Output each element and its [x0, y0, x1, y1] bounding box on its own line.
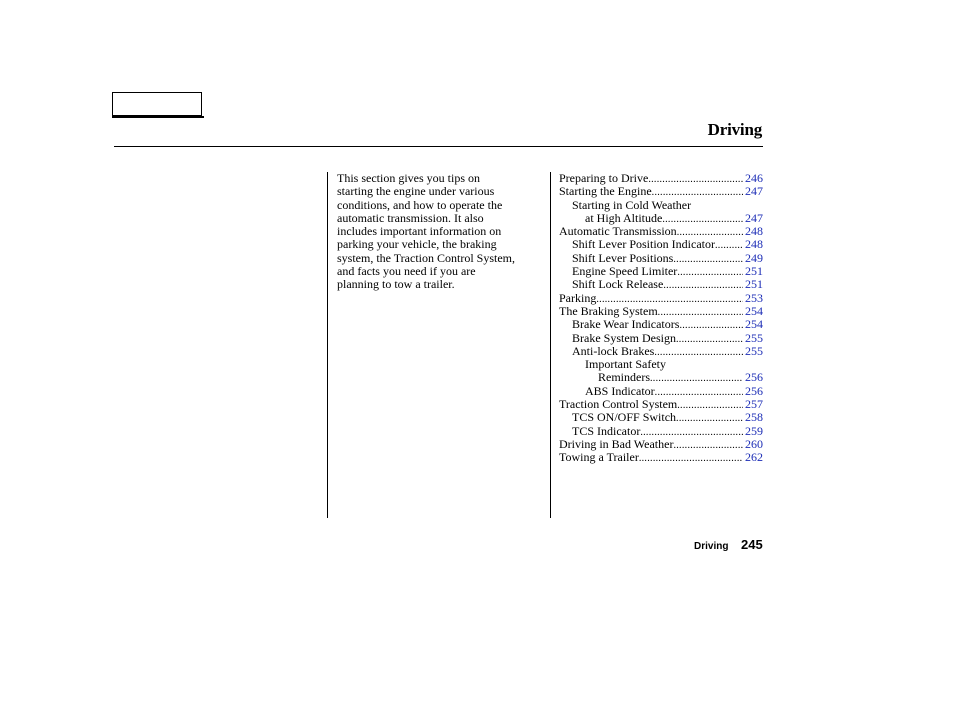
toc-page-link[interactable]: 246	[745, 171, 763, 185]
toc-entry	[559, 358, 763, 371]
toc-page-link[interactable]: 260	[745, 436, 763, 451]
intro-line: parking your vehicle, the braking	[337, 237, 497, 252]
toc-page-link[interactable]: 255	[745, 330, 763, 345]
toc-page-link[interactable]: 258	[745, 410, 763, 425]
toc-leader-dots	[676, 333, 743, 346]
table-of-contents	[559, 172, 763, 465]
toc-entry[interactable]	[559, 278, 763, 291]
toc-entry[interactable]	[559, 212, 763, 225]
toc-entry-label: The Braking System	[559, 303, 658, 318]
main-menu-box-shadow	[112, 116, 204, 118]
toc-entry-label: Traction Control System	[559, 397, 678, 412]
toc-entry[interactable]	[559, 172, 763, 185]
intro-line: and facts you need if you are	[337, 264, 476, 279]
toc-page-link[interactable]: 248	[745, 237, 763, 252]
toc-entry-label: ABS Indicator	[585, 383, 655, 398]
toc-entry[interactable]	[559, 238, 763, 251]
column-divider-left	[327, 172, 328, 518]
toc-entry	[559, 199, 763, 212]
toc-page-link[interactable]: 262	[745, 450, 763, 465]
intro-line: conditions, and how to operate the	[337, 197, 503, 212]
toc-entry[interactable]	[559, 292, 763, 305]
toc-leader-dots	[673, 439, 743, 452]
toc-entry[interactable]	[559, 411, 763, 424]
toc-entry-label: Shift Lever Position Indicator	[572, 237, 715, 252]
toc-entry-label: Brake Wear Indicators	[572, 317, 680, 332]
toc-leader-dots	[639, 452, 743, 465]
toc-entry-label: Starting in Cold Weather	[572, 197, 692, 212]
toc-leader-dots	[677, 399, 743, 412]
toc-leader-dots	[673, 253, 743, 266]
toc-leader-dots	[650, 372, 743, 385]
toc-page-link[interactable]: 254	[745, 317, 763, 332]
toc-entry-label: Shift Lock Release	[572, 277, 664, 292]
toc-page-link[interactable]: 254	[745, 303, 763, 318]
header-rule	[114, 146, 763, 147]
toc-entry[interactable]	[559, 305, 763, 318]
toc-entry[interactable]	[559, 451, 763, 464]
toc-entry[interactable]	[559, 425, 763, 438]
toc-leader-dots	[648, 173, 743, 186]
footer-section-label: Driving	[694, 541, 729, 552]
toc-page-link[interactable]: 255	[745, 343, 763, 358]
toc-page-link[interactable]: 259	[745, 423, 763, 438]
toc-entry-label: Starting the Engine	[559, 184, 652, 199]
toc-entry-label: Driving in Bad Weather	[559, 436, 674, 451]
toc-entry[interactable]	[559, 185, 763, 198]
toc-leader-dots	[676, 412, 743, 425]
toc-entry-label: TCS ON/OFF Switch	[572, 410, 677, 425]
toc-entry-label: Towing a Trailer	[559, 450, 639, 465]
toc-entry-label: Parking	[559, 290, 597, 305]
toc-entry[interactable]	[559, 265, 763, 278]
toc-entry-label: Engine Speed Limiter	[572, 264, 678, 279]
toc-entry-label: Brake System Design	[572, 330, 676, 345]
column-divider-right	[550, 172, 551, 518]
toc-entry-label: Automatic Transmission	[559, 224, 677, 239]
toc-page-link[interactable]: 251	[745, 264, 763, 279]
toc-page-link[interactable]: 248	[745, 224, 763, 239]
toc-entry-label: Shift Lever Positions	[572, 250, 674, 265]
toc-entry-label: Anti-lock Brakes	[572, 343, 655, 358]
intro-line: system, the Traction Control System,	[337, 250, 516, 265]
toc-leader-dots	[677, 266, 743, 279]
toc-entry[interactable]	[559, 385, 763, 398]
toc-entry-label: Important Safety	[585, 357, 666, 372]
toc-entry[interactable]	[559, 438, 763, 451]
page-title: Driving	[707, 120, 762, 139]
toc-entry[interactable]	[559, 345, 763, 358]
toc-leader-dots	[663, 279, 743, 292]
toc-entry-label: Reminders	[598, 370, 650, 385]
toc-page-link[interactable]: 257	[745, 397, 763, 412]
toc-entry-label: TCS Indicator	[572, 423, 641, 438]
toc-entry[interactable]	[559, 318, 763, 331]
toc-leader-dots	[715, 239, 743, 252]
toc-page-link[interactable]: 247	[745, 210, 763, 225]
toc-leader-dots	[679, 319, 743, 332]
toc-page-link[interactable]: 249	[745, 250, 763, 265]
toc-page-link[interactable]: 253	[745, 290, 763, 305]
toc-page-link[interactable]: 256	[745, 383, 763, 398]
intro-line: automatic transmission. It also	[337, 210, 484, 225]
intro-line: includes important information on	[337, 224, 502, 239]
section-intro	[337, 172, 547, 292]
intro-line: starting the engine under various	[337, 184, 495, 199]
toc-entry[interactable]	[559, 398, 763, 411]
toc-page-link[interactable]: 256	[745, 370, 763, 385]
intro-line: planning to tow a trailer.	[337, 277, 455, 292]
toc-entry[interactable]	[559, 225, 763, 238]
toc-leader-dots	[654, 346, 743, 359]
toc-entry-label: Preparing to Drive	[559, 171, 649, 185]
toc-entry[interactable]	[559, 332, 763, 345]
toc-entry[interactable]	[559, 252, 763, 265]
footer-page-number: 245	[741, 537, 763, 552]
main-menu-box[interactable]	[112, 92, 202, 116]
intro-line: This section gives you tips on	[337, 171, 480, 185]
toc-entry-label: at High Altitude	[585, 210, 663, 225]
toc-entry[interactable]	[559, 371, 763, 384]
toc-page-link[interactable]: 247	[745, 184, 763, 199]
toc-page-link[interactable]: 251	[745, 277, 763, 292]
